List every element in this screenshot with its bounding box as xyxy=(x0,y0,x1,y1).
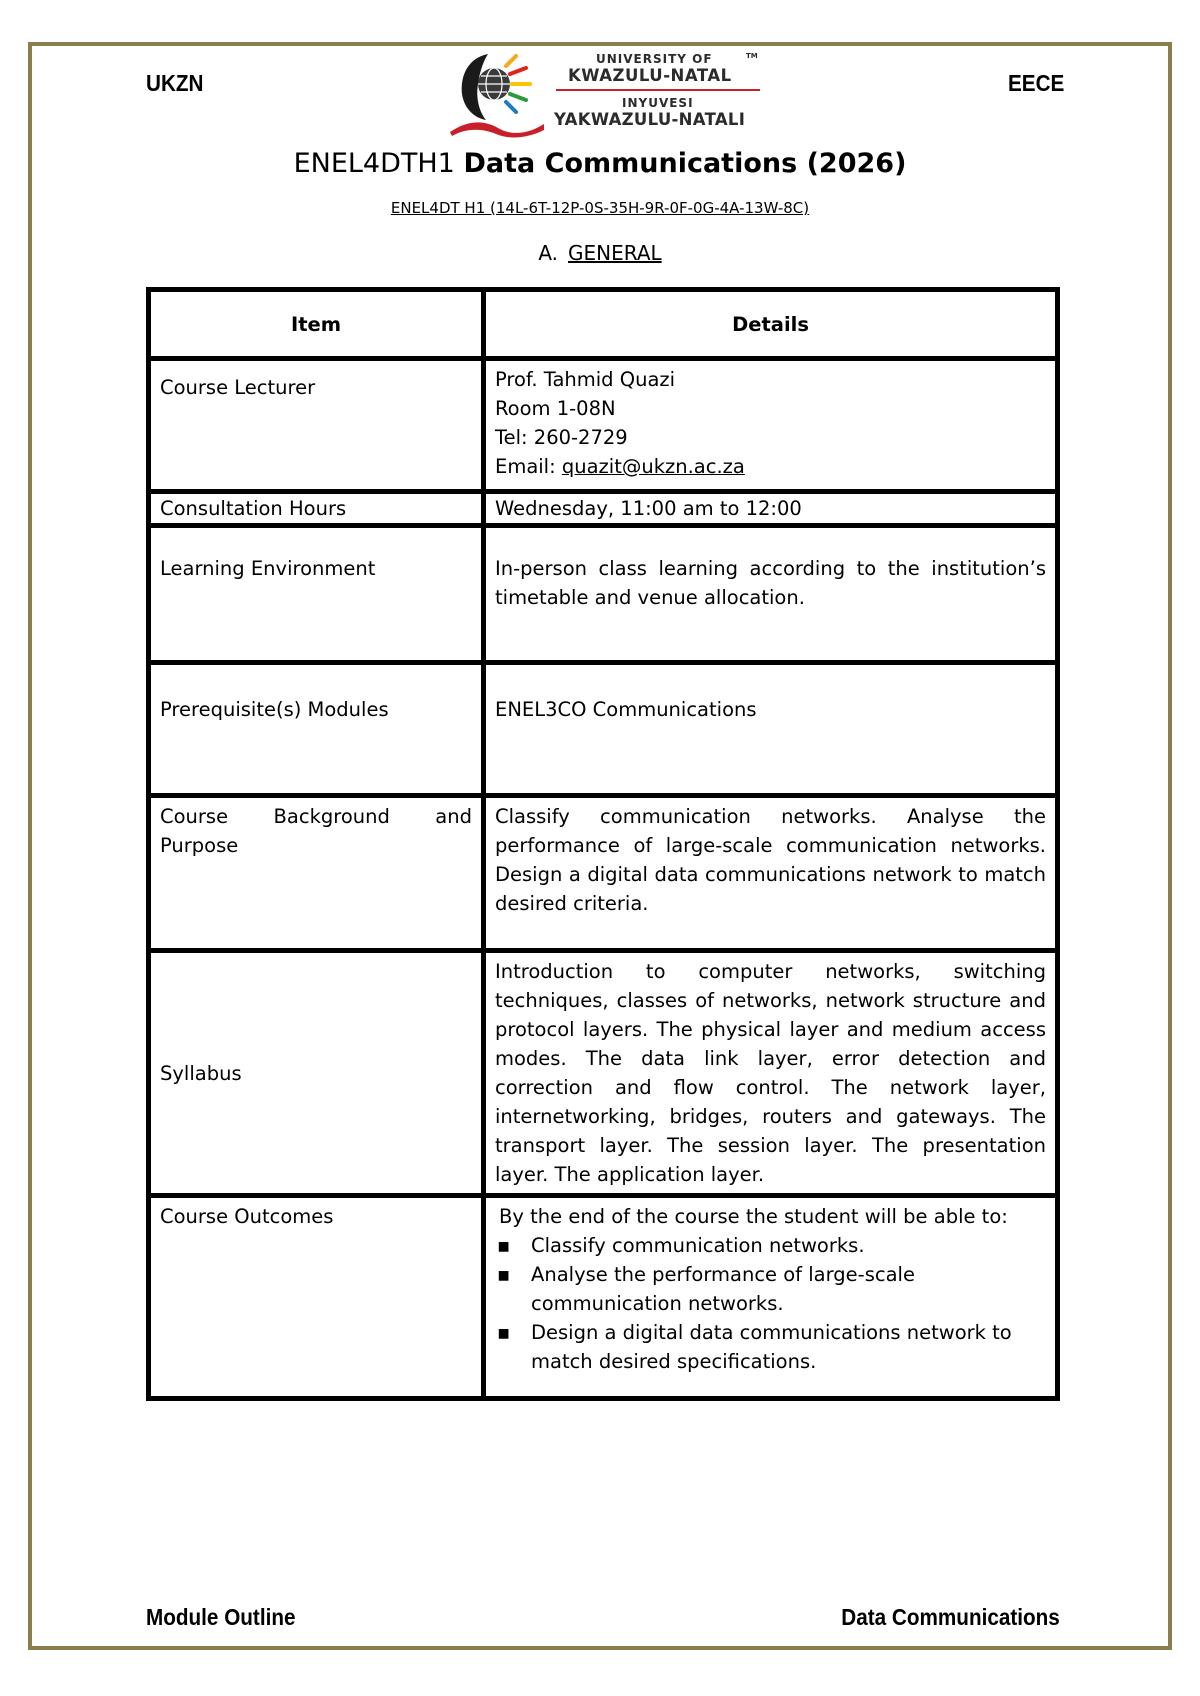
title-name: Data Communications (2026) xyxy=(463,148,907,179)
header-details: Details xyxy=(484,290,1058,359)
lecturer-details xyxy=(484,359,1058,492)
table-row-background xyxy=(149,796,1058,951)
table-row-learning xyxy=(149,526,1058,663)
logo-line-3: INYUVESI xyxy=(622,96,694,110)
outcomes-intro: By the end of the course the student will be able to: xyxy=(499,1205,1008,1228)
logo-emblem-icon xyxy=(448,46,548,138)
section-title: GENERAL xyxy=(568,241,662,265)
footer-left-text: Module Outline xyxy=(146,1604,296,1630)
email-prefix: Email: xyxy=(495,455,562,478)
lecturer-email-line xyxy=(495,452,1046,481)
lecturer-label: Course Lecturer xyxy=(149,359,484,492)
general-info-table xyxy=(146,287,1060,1401)
background-label: Course Background and Purpose xyxy=(149,796,484,951)
header-left-text: UKZN xyxy=(146,70,204,96)
table-row-outcomes xyxy=(149,1196,1058,1399)
list-item: ▪ Analyse the performance of large-scale communication networks. xyxy=(517,1260,1046,1318)
title-code: ENEL4DTH1 xyxy=(293,148,455,179)
footer-right-text: Data Communications xyxy=(841,1604,1060,1630)
university-logo xyxy=(448,46,768,138)
background-value: Classify communication networks. Analyse the performance of large-scale communication networks. Design a digital data communications network to match desired criteria. xyxy=(484,796,1058,951)
header-right-text: EECE xyxy=(1008,70,1065,96)
logo-line-4: YAKWAZULU-NATALI xyxy=(554,110,746,129)
table-row-lecturer xyxy=(149,359,1058,492)
email-link[interactable]: quazit@ukzn.ac.za xyxy=(561,455,745,478)
consultation-value: Wednesday, 11:00 am to 12:00 xyxy=(484,492,1058,526)
lecturer-tel: Tel: 260-2729 xyxy=(495,426,628,449)
list-item: ▪ Design a digital data communications network to match desired specifications. xyxy=(517,1318,1046,1376)
syllabus-value: Introduction to computer networks, switching techniques, classes of networks, network structure and protocol layers. The physical layer and medium access modes. The data link layer, error detection and correction and flow control. The network layer, internetworking, bridges, routers and gateways. The transport layer. The session layer. The presentation layer. The application layer. xyxy=(484,951,1058,1196)
logo-line-1: UNIVERSITY OF xyxy=(596,52,713,66)
page-title xyxy=(0,148,1200,179)
outcomes-list xyxy=(495,1231,1046,1376)
logo-divider xyxy=(556,89,760,91)
section-heading xyxy=(0,241,1200,265)
outcomes-details xyxy=(484,1196,1058,1399)
course-code-line: ENEL4DT H1 (14L-6T-12P-0S-35H-9R-0F-0G-4A-13W-8C) xyxy=(390,199,810,217)
table-row-prereq xyxy=(149,663,1058,796)
outcomes-label: Course Outcomes xyxy=(149,1196,484,1399)
prereq-value: ENEL3CO Communications xyxy=(484,663,1058,796)
table-row-syllabus xyxy=(149,951,1058,1196)
table-header-row xyxy=(149,290,1058,359)
syllabus-label: Syllabus xyxy=(149,951,484,1196)
lecturer-name: Prof. Tahmid Quazi xyxy=(495,368,676,391)
header-item: Item xyxy=(149,290,484,359)
prereq-label: Prerequisite(s) Modules xyxy=(149,663,484,796)
lecturer-room: Room 1-08N xyxy=(495,397,616,420)
logo-trademark: TM xyxy=(746,52,758,60)
section-letter: A. xyxy=(538,241,559,265)
learning-value: In-person class learning according to the institution’s timetable and venue allocation. xyxy=(484,526,1058,663)
learning-label: Learning Environment xyxy=(149,526,484,663)
list-item: ▪ Classify communication networks. xyxy=(517,1231,1046,1260)
consultation-label: Consultation Hours xyxy=(149,492,484,526)
logo-line-2: KWAZULU-NATAL xyxy=(568,66,732,85)
table-row-consultation xyxy=(149,492,1058,526)
